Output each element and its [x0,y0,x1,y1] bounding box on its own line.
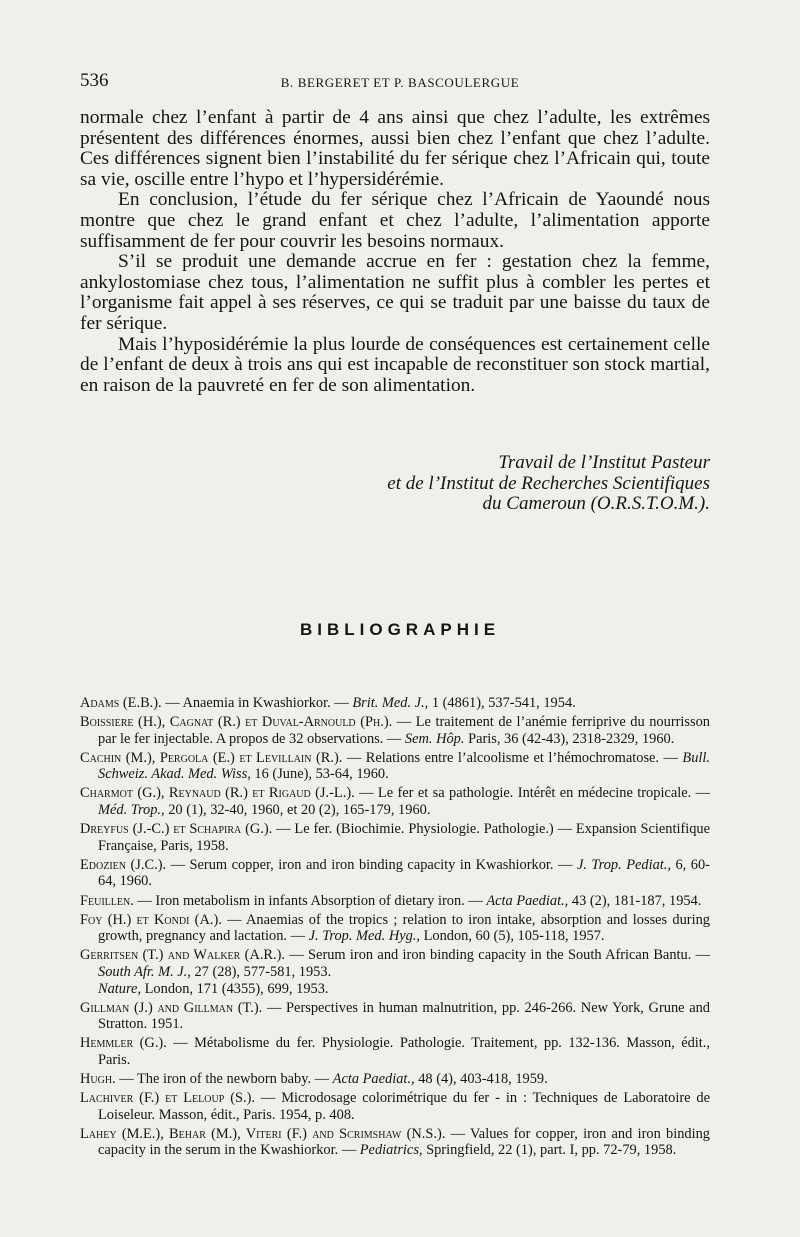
reference-authors: Gerritsen (T.) and Walker (A.R.). [80,947,286,964]
reference-details: London, 171 (4355), 699, 1953. [141,980,329,997]
reference-entry [80,785,710,818]
reference-entry [80,947,710,997]
reference-text: — Le fer. (Biochimie. Physiologie. Pathologie.) — Expansion Scientifique Française, Paris, 1958. [98,821,711,854]
bibliography-list [80,695,710,1161]
reference-text: — Perspectives in human malnutrition, pp. 246-266. New York, Grune and Stratton. 1951. [98,999,710,1033]
reference-authors: Hemmler (G.). [80,1035,167,1052]
reference-entry [80,1090,710,1123]
paragraph: Mais l’hyposidérémie la plus lourde de conséquences est certainement celle de l’enfant de deux à trois ans qui est incapable de reconstituer son stock martial, en raison de la pauvreté en fer de son alimentation. [80,333,710,396]
reference-source: Pediatrics, [359,1142,423,1159]
reference-source: J. Trop. Pediat., [576,856,671,873]
reference-text: — Le traitement de l’anémie ferriprive du nourrisson par le fer injectable. A propos de 32 observations. — [98,714,711,747]
reference-authors: Cachin (M.), Pergola (E.) et Levillain (R.). [80,749,343,766]
running-head: B. BERGERET ET P. BASCOULERGUE [280,75,520,90]
reference-authors: Lachiver (F.) et Leloup (S.). [80,1090,255,1107]
reference-authors: Dreyfus (J.-C.) et Schapira (G.). [80,821,273,838]
reference-source: Acta Paediat., [486,892,569,909]
reference-source: Nature, [98,980,142,997]
reference-details: 48 (4), 403-418, 1959. [414,1070,548,1087]
reference-details: Springfield, 22 (1), part. I, pp. 72-79, 1958. [422,1142,677,1159]
affiliation-line: du Cameroun (O.R.S.T.O.M.). [482,493,710,514]
reference-source: Bull. Schweiz. Akad. Med. Wiss, [98,749,710,783]
reference-authors: Gillman (J.) and Gillman (T.). [80,999,263,1016]
paragraph: S’il se produit une demande accrue en fer : gestation chez la femme, ankylostomiase chez tous, l’alimentation ne suffit plus à combler les pertes et l’organisme fait appel à ses réserves, ce qui se traduit par une baisse du taux de fer sérique. [80,251,710,334]
reference-text: — Relations entre l’alcoolisme et l’hémochromatose. — [342,749,683,766]
reference-source: South Afr. M. J., [98,963,191,980]
reference-authors: Boissiere (H.), Cagnat (R.) et Duval-Arnould (Ph.). [80,714,393,731]
reference-details: 20 (1), 32-40, 1960, et 20 (2), 165-179, 1960. [164,802,431,819]
reference-entry [80,1035,710,1068]
reference-source: J. Trop. Med. Hyg., [308,928,420,945]
reference-text: — Microdosage colorimétrique du fer - in : Techniques de Laboratoire de Loiseleur. Masson, édit., Paris. 1954, p. 408. [98,1090,711,1123]
page-number: 536 [80,70,109,91]
page-header [80,70,720,94]
reference-details: 27 (28), 577-581, 1953. [190,963,332,980]
bibliography-title: BIBLIOGRAPHIE [299,620,501,639]
reference-text: — Serum copper, iron and iron binding capacity in Kwashiorkor. — [166,856,577,873]
reference-source: Sem. Hôp. [404,730,465,747]
reference-authors: Edozien (J.C.). [80,856,167,873]
reference-entry [80,750,710,783]
reference-source: Méd. Trop., [98,802,165,819]
reference-text: — Values for copper, iron and iron binding capacity in the serum in the Kwashiorkor. — [98,1125,710,1159]
reference-text: — Anaemias of the tropics ; relation to iron intake, absorption and losses during growth, pregnancy and lactation. — [98,911,710,945]
reference-details: 1 (4861), 537-541, 1954. [428,695,576,711]
body-text [80,108,710,396]
reference-authors: Hugh. [80,1070,116,1087]
reference-details: London, 60 (5), 105-118, 1957. [420,928,605,945]
reference-authors: Lahey (M.E.), Behar (M.), Viteri (F.) and Scrimshaw (N.S.). [80,1125,446,1142]
reference-entry [80,695,710,712]
reference-entry [80,1126,710,1159]
reference-entry [80,1000,710,1033]
reference-text: — Le fer et sa pathologie. Intérêt en médecine tropicale. — [354,785,710,802]
reference-entry [80,893,710,910]
reference-text: — Iron metabolism in infants Absorption of dietary iron. — [133,892,487,909]
reference-details: 6, 60-64, 1960. [98,856,710,890]
reference-entry [80,912,710,945]
reference-details: Paris, 36 (42-43), 2318-2329, 1960. [464,730,675,747]
reference-details: 43 (2), 181-187, 1954. [568,892,702,909]
reference-text: — The iron of the newborn baby. — [115,1070,333,1087]
reference-details: 16 (June), 53-64, 1960. [250,766,389,783]
affiliation-line: Travail de l’Institut Pasteur [498,452,710,473]
reference-text: — Serum iron and iron binding capacity in the South African Bantu. — [285,947,711,964]
reference-entry [80,1071,710,1088]
reference-authors: Charmot (G.), Reynaud (R.) et Rigaud (J.-L.). [80,785,355,802]
reference-entry [80,714,710,747]
reference-entry [80,821,710,854]
reference-source: Acta Paediat., [332,1070,415,1087]
reference-authors: Adams (E.B.). [80,695,162,711]
affiliation-line: et de l’Institut de Recherches Scientifiques [387,472,710,494]
reference-entry [80,857,710,890]
reference-text: — Métabolisme du fer. Physiologie. Pathologie. Traitement, pp. 132-136. Masson, édit., Paris. [98,1035,710,1068]
affiliation [280,453,710,515]
paragraph: En conclusion, l’étude du fer sérique chez l’Africain de Yaoundé nous montre que chez le grand enfant et chez l’adulte, l’alimentation apporte suffisamment de fer pour couvrir les besoins normaux. [80,189,710,252]
reference-authors: Foy (H.) et Kondi (A.). [80,911,222,928]
reference-text: — Anaemia in Kwashiorkor. — [161,695,353,711]
paragraph: normale chez l’enfant à partir de 4 ans ainsi que chez l’adulte, les extrêmes présentent des différences énormes, aussi bien chez l’enfant que chez l’adulte. Ces différences signent bien l’instabilité du fer sérique chez l’Africain qui, toute sa vie, oscille entre l’hypo et l’hypersidérémie. [80,107,710,190]
reference-authors: Feuillen. [80,892,134,909]
reference-source: Brit. Med. J., [352,695,429,711]
